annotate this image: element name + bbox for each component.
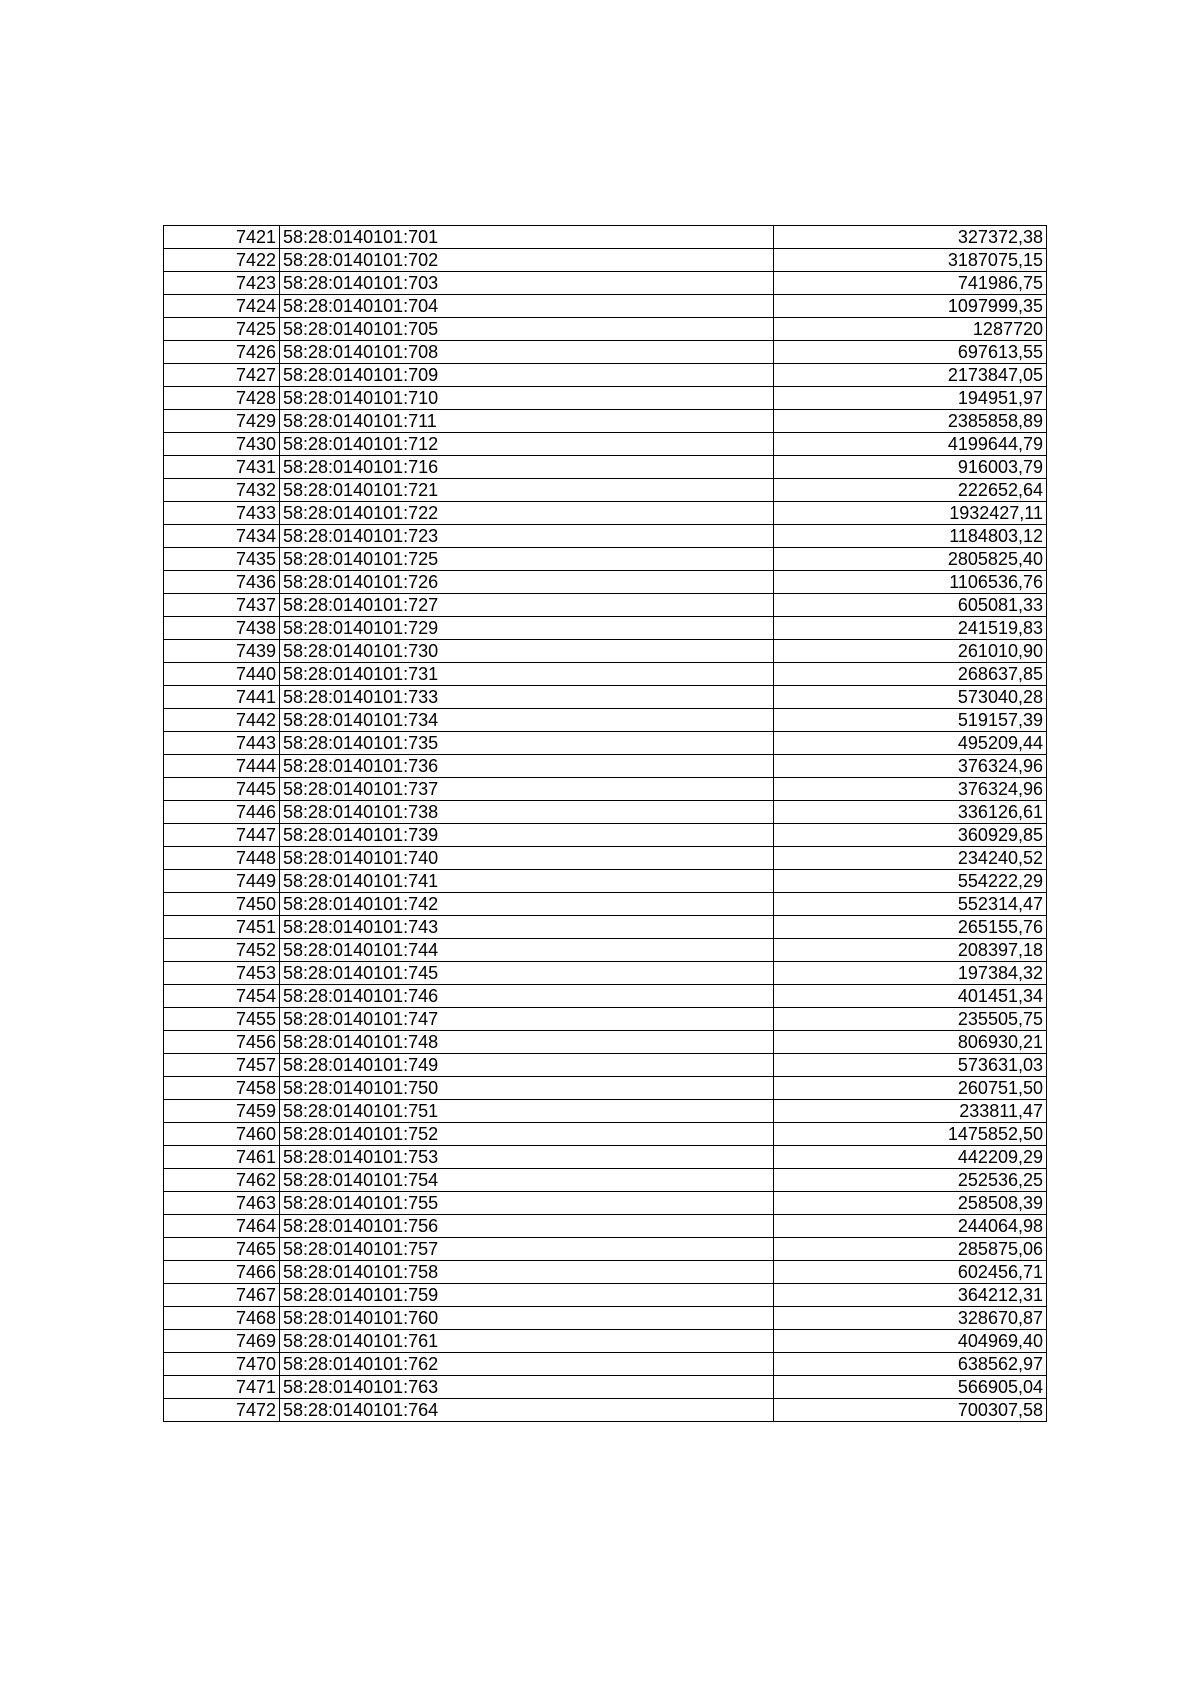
table-row — [164, 1330, 1047, 1353]
cadastral-number-cell: 58:28:0140101:751 — [280, 1100, 774, 1123]
cadastral-number-cell: 58:28:0140101:702 — [280, 249, 774, 272]
table-row — [164, 778, 1047, 801]
cadastral-value-cell: 265155,76 — [774, 916, 1047, 939]
cadastral-value-cell: 602456,71 — [774, 1261, 1047, 1284]
cadastral-value-cell: 1287720 — [774, 318, 1047, 341]
cadastral-value-cell: 252536,25 — [774, 1169, 1047, 1192]
row-number-cell: 7469 — [164, 1330, 280, 1353]
cadastral-number-cell: 58:28:0140101:753 — [280, 1146, 774, 1169]
cadastral-value-cell: 806930,21 — [774, 1031, 1047, 1054]
cadastral-number-cell: 58:28:0140101:738 — [280, 801, 774, 824]
cadastral-value-cell: 495209,44 — [774, 732, 1047, 755]
row-number-cell: 7446 — [164, 801, 280, 824]
cadastral-value-cell: 2805825,40 — [774, 548, 1047, 571]
cadastral-number-cell: 58:28:0140101:760 — [280, 1307, 774, 1330]
table-row — [164, 939, 1047, 962]
row-number-cell: 7460 — [164, 1123, 280, 1146]
cadastral-value-cell: 697613,55 — [774, 341, 1047, 364]
cadastral-number-cell: 58:28:0140101:704 — [280, 295, 774, 318]
cadastral-number-cell: 58:28:0140101:731 — [280, 663, 774, 686]
row-number-cell: 7471 — [164, 1376, 280, 1399]
row-number-cell: 7424 — [164, 295, 280, 318]
row-number-cell: 7444 — [164, 755, 280, 778]
cadastral-value-cell: 1097999,35 — [774, 295, 1047, 318]
cadastral-value-cell: 2385858,89 — [774, 410, 1047, 433]
table-row — [164, 824, 1047, 847]
table-row — [164, 456, 1047, 479]
cadastral-number-cell: 58:28:0140101:716 — [280, 456, 774, 479]
row-number-cell: 7442 — [164, 709, 280, 732]
table-row — [164, 1238, 1047, 1261]
cadastral-number-cell: 58:28:0140101:708 — [280, 341, 774, 364]
cadastral-value-cell: 573631,03 — [774, 1054, 1047, 1077]
cadastral-number-cell: 58:28:0140101:734 — [280, 709, 774, 732]
table-row — [164, 249, 1047, 272]
row-number-cell: 7423 — [164, 272, 280, 295]
cadastral-number-cell: 58:28:0140101:749 — [280, 1054, 774, 1077]
cadastral-number-cell: 58:28:0140101:747 — [280, 1008, 774, 1031]
cadastral-value-cell: 336126,61 — [774, 801, 1047, 824]
cadastral-number-cell: 58:28:0140101:723 — [280, 525, 774, 548]
row-number-cell: 7437 — [164, 594, 280, 617]
table-row — [164, 433, 1047, 456]
table-row — [164, 1169, 1047, 1192]
cadastral-number-cell: 58:28:0140101:743 — [280, 916, 774, 939]
row-number-cell: 7454 — [164, 985, 280, 1008]
cadastral-number-cell: 58:28:0140101:726 — [280, 571, 774, 594]
table-row — [164, 985, 1047, 1008]
row-number-cell: 7428 — [164, 387, 280, 410]
cadastral-number-cell: 58:28:0140101:737 — [280, 778, 774, 801]
table-row — [164, 847, 1047, 870]
cadastral-value-cell: 573040,28 — [774, 686, 1047, 709]
table-row — [164, 732, 1047, 755]
row-number-cell: 7435 — [164, 548, 280, 571]
cadastral-number-cell: 58:28:0140101:703 — [280, 272, 774, 295]
row-number-cell: 7472 — [164, 1399, 280, 1422]
table-row — [164, 525, 1047, 548]
table-row — [164, 594, 1047, 617]
row-number-cell: 7432 — [164, 479, 280, 502]
table-row — [164, 318, 1047, 341]
cadastral-value-cell: 401451,34 — [774, 985, 1047, 1008]
cadastral-value-cell: 4199644,79 — [774, 433, 1047, 456]
cadastral-number-cell: 58:28:0140101:729 — [280, 617, 774, 640]
cadastral-number-cell: 58:28:0140101:752 — [280, 1123, 774, 1146]
cadastral-number-cell: 58:28:0140101:735 — [280, 732, 774, 755]
table-row — [164, 410, 1047, 433]
row-number-cell: 7440 — [164, 663, 280, 686]
table-row — [164, 341, 1047, 364]
table-row — [164, 1123, 1047, 1146]
cadastral-number-cell: 58:28:0140101:727 — [280, 594, 774, 617]
cadastral-value-cell: 376324,96 — [774, 778, 1047, 801]
cadastral-number-cell: 58:28:0140101:759 — [280, 1284, 774, 1307]
table-row — [164, 801, 1047, 824]
cadastral-number-cell: 58:28:0140101:741 — [280, 870, 774, 893]
table-row — [164, 870, 1047, 893]
table-row — [164, 1215, 1047, 1238]
table-row — [164, 502, 1047, 525]
table-row — [164, 1284, 1047, 1307]
cadastral-number-cell: 58:28:0140101:742 — [280, 893, 774, 916]
table-row — [164, 1376, 1047, 1399]
cadastral-value-cell: 741986,75 — [774, 272, 1047, 295]
cadastral-number-cell: 58:28:0140101:725 — [280, 548, 774, 571]
cadastral-number-cell: 58:28:0140101:757 — [280, 1238, 774, 1261]
table-row — [164, 479, 1047, 502]
table-row — [164, 226, 1047, 249]
table-row — [164, 686, 1047, 709]
table-row — [164, 755, 1047, 778]
cadastral-value-cell: 327372,38 — [774, 226, 1047, 249]
table-row — [164, 364, 1047, 387]
cadastral-number-cell: 58:28:0140101:736 — [280, 755, 774, 778]
cadastral-value-cell: 233811,47 — [774, 1100, 1047, 1123]
cadastral-number-cell: 58:28:0140101:733 — [280, 686, 774, 709]
cadastral-number-cell: 58:28:0140101:761 — [280, 1330, 774, 1353]
cadastral-number-cell: 58:28:0140101:758 — [280, 1261, 774, 1284]
row-number-cell: 7451 — [164, 916, 280, 939]
cadastral-number-cell: 58:28:0140101:745 — [280, 962, 774, 985]
cadastral-value-cell: 222652,64 — [774, 479, 1047, 502]
cadastral-value-cell: 700307,58 — [774, 1399, 1047, 1422]
cadastral-number-cell: 58:28:0140101:763 — [280, 1376, 774, 1399]
row-number-cell: 7453 — [164, 962, 280, 985]
row-number-cell: 7443 — [164, 732, 280, 755]
table-row — [164, 1008, 1047, 1031]
cadastral-number-cell: 58:28:0140101:755 — [280, 1192, 774, 1215]
table-body — [164, 226, 1047, 1422]
row-number-cell: 7431 — [164, 456, 280, 479]
cadastral-value-cell: 376324,96 — [774, 755, 1047, 778]
cadastral-value-cell: 3187075,15 — [774, 249, 1047, 272]
cadastral-number-cell: 58:28:0140101:739 — [280, 824, 774, 847]
row-number-cell: 7463 — [164, 1192, 280, 1215]
row-number-cell: 7436 — [164, 571, 280, 594]
cadastral-value-cell: 1475852,50 — [774, 1123, 1047, 1146]
table-row — [164, 295, 1047, 318]
cadastral-value-cell: 554222,29 — [774, 870, 1047, 893]
row-number-cell: 7462 — [164, 1169, 280, 1192]
row-number-cell: 7429 — [164, 410, 280, 433]
table-row — [164, 617, 1047, 640]
row-number-cell: 7439 — [164, 640, 280, 663]
row-number-cell: 7434 — [164, 525, 280, 548]
table-row — [164, 709, 1047, 732]
cadastral-value-cell: 442209,29 — [774, 1146, 1047, 1169]
cadastral-value-cell: 1106536,76 — [774, 571, 1047, 594]
cadastral-value-cell: 194951,97 — [774, 387, 1047, 410]
cadastral-number-cell: 58:28:0140101:756 — [280, 1215, 774, 1238]
cadastral-value-cell: 638562,97 — [774, 1353, 1047, 1376]
cadastral-number-cell: 58:28:0140101:764 — [280, 1399, 774, 1422]
cadastral-value-cell: 1932427,11 — [774, 502, 1047, 525]
table-row — [164, 272, 1047, 295]
cadastral-number-cell: 58:28:0140101:709 — [280, 364, 774, 387]
table-row — [164, 1054, 1047, 1077]
row-number-cell: 7430 — [164, 433, 280, 456]
table-row — [164, 387, 1047, 410]
cadastral-value-cell: 268637,85 — [774, 663, 1047, 686]
table-row — [164, 1146, 1047, 1169]
row-number-cell: 7449 — [164, 870, 280, 893]
row-number-cell: 7467 — [164, 1284, 280, 1307]
row-number-cell: 7459 — [164, 1100, 280, 1123]
cadastral-value-cell: 260751,50 — [774, 1077, 1047, 1100]
row-number-cell: 7448 — [164, 847, 280, 870]
cadastral-value-cell: 364212,31 — [774, 1284, 1047, 1307]
cadastral-number-cell: 58:28:0140101:701 — [280, 226, 774, 249]
row-number-cell: 7445 — [164, 778, 280, 801]
row-number-cell: 7425 — [164, 318, 280, 341]
table-row — [164, 548, 1047, 571]
table-row — [164, 640, 1047, 663]
cadastral-value-cell: 519157,39 — [774, 709, 1047, 732]
row-number-cell: 7465 — [164, 1238, 280, 1261]
table-row — [164, 1031, 1047, 1054]
table-row — [164, 1353, 1047, 1376]
cadastral-number-cell: 58:28:0140101:730 — [280, 640, 774, 663]
cadastral-number-cell: 58:28:0140101:722 — [280, 502, 774, 525]
table-row — [164, 663, 1047, 686]
table-row — [164, 571, 1047, 594]
table-row — [164, 1077, 1047, 1100]
table-row — [164, 962, 1047, 985]
cadastral-value-cell: 328670,87 — [774, 1307, 1047, 1330]
row-number-cell: 7422 — [164, 249, 280, 272]
table-row — [164, 1261, 1047, 1284]
cadastral-number-cell: 58:28:0140101:740 — [280, 847, 774, 870]
row-number-cell: 7426 — [164, 341, 280, 364]
cadastral-number-cell: 58:28:0140101:750 — [280, 1077, 774, 1100]
cadastral-number-cell: 58:28:0140101:710 — [280, 387, 774, 410]
row-number-cell: 7421 — [164, 226, 280, 249]
cadastral-value-cell: 258508,39 — [774, 1192, 1047, 1215]
cadastral-number-cell: 58:28:0140101:744 — [280, 939, 774, 962]
cadastral-value-cell: 197384,32 — [774, 962, 1047, 985]
row-number-cell: 7457 — [164, 1054, 280, 1077]
row-number-cell: 7427 — [164, 364, 280, 387]
cadastral-number-cell: 58:28:0140101:748 — [280, 1031, 774, 1054]
row-number-cell: 7456 — [164, 1031, 280, 1054]
row-number-cell: 7468 — [164, 1307, 280, 1330]
row-number-cell: 7452 — [164, 939, 280, 962]
row-number-cell: 7438 — [164, 617, 280, 640]
cadastral-value-cell: 1184803,12 — [774, 525, 1047, 548]
row-number-cell: 7458 — [164, 1077, 280, 1100]
cadastral-value-cell: 261010,90 — [774, 640, 1047, 663]
row-number-cell: 7447 — [164, 824, 280, 847]
cadastral-value-cell: 285875,06 — [774, 1238, 1047, 1261]
cadastral-value-cell: 208397,18 — [774, 939, 1047, 962]
cadastral-number-cell: 58:28:0140101:705 — [280, 318, 774, 341]
cadastral-value-cell: 605081,33 — [774, 594, 1047, 617]
cadastral-value-cell: 2173847,05 — [774, 364, 1047, 387]
row-number-cell: 7466 — [164, 1261, 280, 1284]
table-row — [164, 916, 1047, 939]
cadastral-value-cell: 244064,98 — [774, 1215, 1047, 1238]
table-row — [164, 1192, 1047, 1215]
cadastral-number-cell: 58:28:0140101:746 — [280, 985, 774, 1008]
cadastral-number-cell: 58:28:0140101:762 — [280, 1353, 774, 1376]
cadastral-number-cell: 58:28:0140101:712 — [280, 433, 774, 456]
row-number-cell: 7464 — [164, 1215, 280, 1238]
cadastral-number-cell: 58:28:0140101:721 — [280, 479, 774, 502]
cadastral-value-cell: 360929,85 — [774, 824, 1047, 847]
table-row — [164, 1100, 1047, 1123]
row-number-cell: 7455 — [164, 1008, 280, 1031]
cadastral-value-cell: 241519,83 — [774, 617, 1047, 640]
row-number-cell: 7450 — [164, 893, 280, 916]
table-row — [164, 893, 1047, 916]
cadastral-value-cell: 234240,52 — [774, 847, 1047, 870]
row-number-cell: 7433 — [164, 502, 280, 525]
cadastral-value-cell: 404969,40 — [774, 1330, 1047, 1353]
cadastral-value-cell: 916003,79 — [774, 456, 1047, 479]
row-number-cell: 7470 — [164, 1353, 280, 1376]
cadastral-value-cell: 235505,75 — [774, 1008, 1047, 1031]
table-row — [164, 1399, 1047, 1422]
cadastral-value-cell: 566905,04 — [774, 1376, 1047, 1399]
cadastral-number-cell: 58:28:0140101:711 — [280, 410, 774, 433]
row-number-cell: 7441 — [164, 686, 280, 709]
cadastral-value-table — [163, 225, 1047, 1422]
table-row — [164, 1307, 1047, 1330]
cadastral-number-cell: 58:28:0140101:754 — [280, 1169, 774, 1192]
row-number-cell: 7461 — [164, 1146, 280, 1169]
cadastral-value-cell: 552314,47 — [774, 893, 1047, 916]
